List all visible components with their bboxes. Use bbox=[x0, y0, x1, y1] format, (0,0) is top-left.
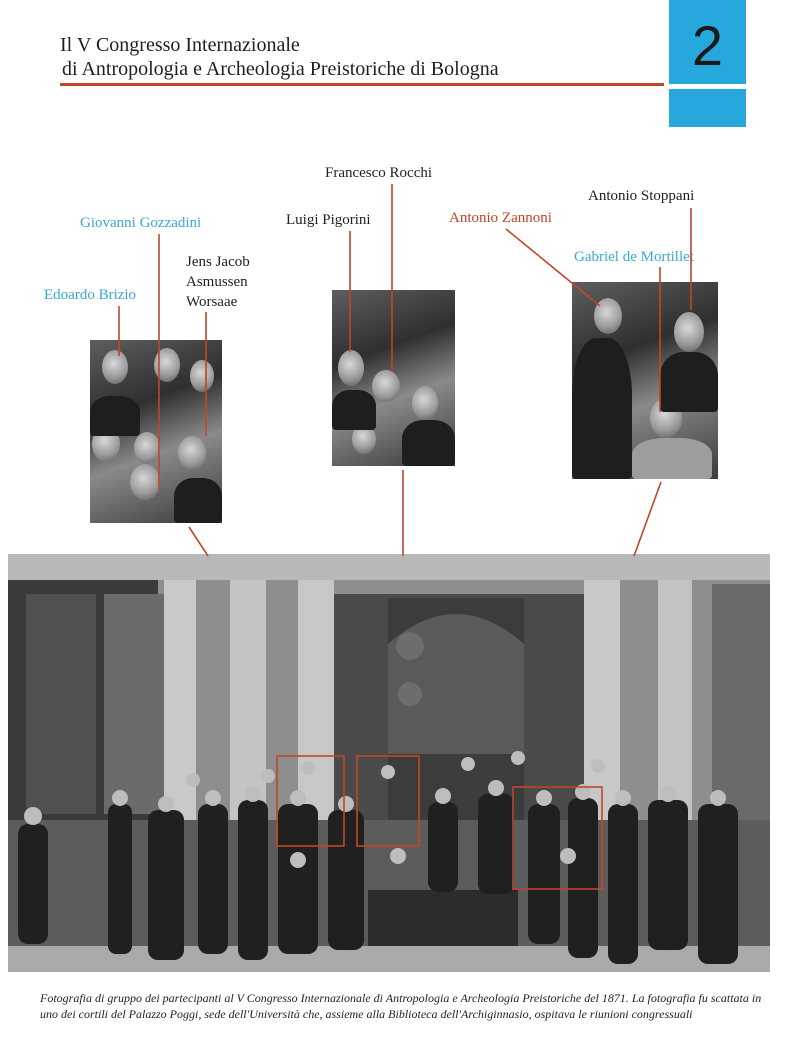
photo-caption: Fotografia di gruppo dei partecipanti al V Congresso Internazionale di Antropologia e Archeologia Preistoriche del 1871. La fotografia fu scattata in uno dei cortili del Palazzo Poggi, sede dell'Università che, assieme alla Biblioteca dell'Archiginnasio, ospitava le riunioni congressuali bbox=[40, 991, 762, 1021]
title-line-2: di Antropologia e Archeologia Preistoriche di Bologna bbox=[62, 58, 499, 80]
label-giovanni-gozzadini: Giovanni Gozzadini bbox=[80, 215, 202, 231]
label-antonio-zannoni: Antonio Zannoni bbox=[449, 210, 552, 226]
label-worsaae-line-2: Asmussen bbox=[186, 274, 248, 290]
label-gabriel-de-mortillet: Gabriel de Mortillet bbox=[574, 249, 694, 265]
label-worsaae-line-3: Worsaae bbox=[186, 294, 238, 310]
label-luigi-pigorini: Luigi Pigorini bbox=[286, 212, 371, 228]
label-worsaae-line-1: Jens Jacob bbox=[186, 254, 250, 270]
chapter-number: 2 bbox=[691, 14, 724, 77]
title-line-1: Il V Congresso Internazionale bbox=[60, 34, 300, 56]
label-edoardo-brizio: Edoardo Brizio bbox=[44, 287, 137, 303]
label-antonio-stoppani: Antonio Stoppani bbox=[588, 188, 695, 204]
label-francesco-rocchi: Francesco Rocchi bbox=[325, 165, 433, 181]
